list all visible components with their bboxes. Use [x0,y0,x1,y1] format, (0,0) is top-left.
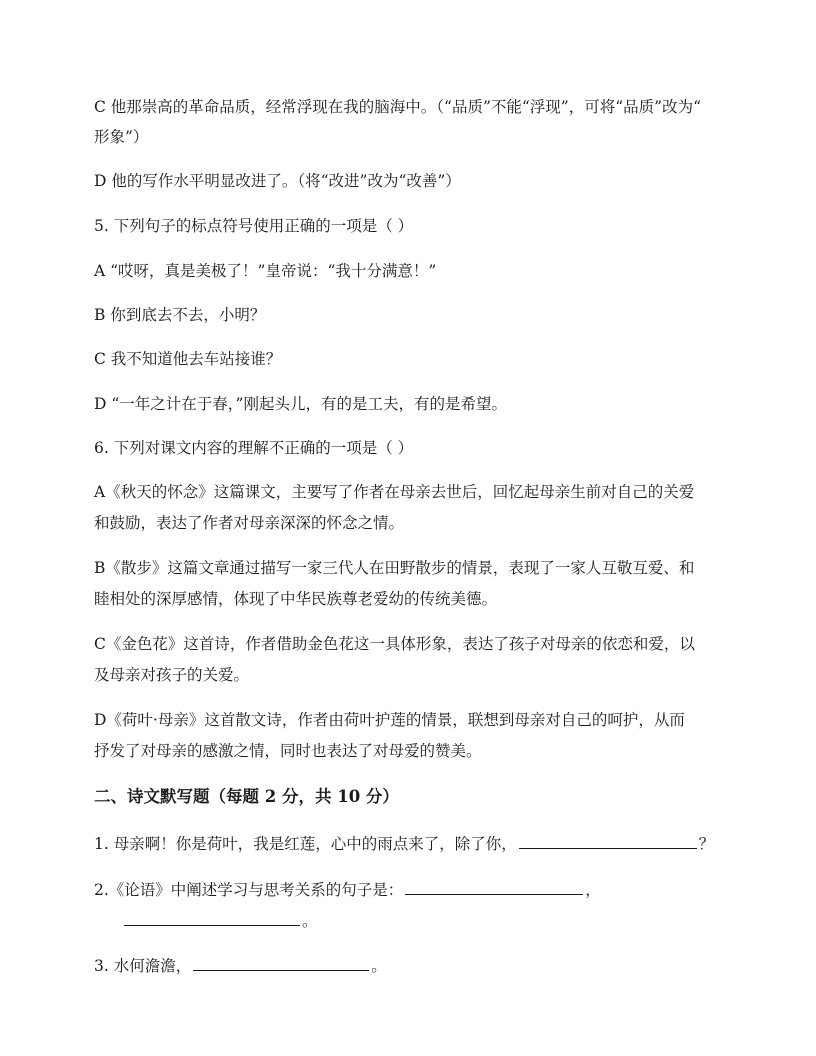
dictation-q2-blank-2[interactable] [124,907,300,926]
dictation-q1-blank[interactable] [519,830,697,849]
dictation-q2-blank-1[interactable] [405,876,583,895]
q6-option-a-line2: 和鼓励，表达了作者对母亲深深的怀念之情。 [94,514,405,532]
q5-option-b: B 你到底去不去，小明？ [94,306,266,324]
dictation-q2-end: 。 [302,912,318,930]
q6-option-d-line1: D《荷叶·母亲》这首散文诗，作者由荷叶护莲的情景，联想到母亲对自己的呵护，从而 [94,711,685,729]
q5-stem: 5. 下列句子的标点符号使用正确的一项是（ ） [94,217,414,235]
q5-option-c: C 我不知道他去车站接谁？ [94,350,282,368]
dictation-q1-text: 1. 母亲啊！你是荷叶，我是红莲，心中的雨点来了，除了你， [94,835,517,853]
dictation-q1 [94,829,714,859]
section2-scoring: （每题 2 分，共 10 分） [209,787,399,806]
dictation-q2-text: 2.《论语》中阐述学习与思考关系的句子是： [94,881,404,899]
dictation-q3-blank[interactable] [193,952,369,971]
section2-heading [94,782,399,812]
dictation-q2 [94,875,601,905]
q4-option-c-line1: C 他那崇高的革命品质，经常浮现在我的脑海中。（“品质”不能“浮现”，可将“品质”改为“ [94,98,702,116]
q5-option-a: A “哎呀，真是美极了！”皇帝说：“我十分满意！” [94,262,437,280]
q6-option-c-line2: 及母亲对孩子的关爱。 [94,666,250,684]
q4-option-d: D 他的写作水平明显改进了。（将“改进”改为“改善”） [94,172,461,190]
q6-option-c-line1: C《金色花》这首诗，作者借助金色花这一具体形象，表达了孩子对母亲的依恋和爱，以 [94,635,695,653]
dictation-q3 [94,951,387,981]
dictation-q1-end: ？ [698,835,715,853]
q6-option-b-line2: 睦相处的深厚感情，体现了中华民族尊老爱幼的传统美德。 [94,590,498,608]
q6-option-b-line1: B《散步》这篇文章通过描写一家三代人在田野散步的情景，表现了一家人互敬互爱、和 [94,559,695,577]
dictation-q2-mid: ， [585,881,601,899]
section2-title: 二、诗文默写题 [94,787,210,806]
q6-option-d-line2: 抒发了对母亲的感激之情，同时也表达了对母爱的赞美。 [94,742,482,760]
dictation-q3-end: 。 [371,957,387,975]
q6-option-a-line1: A《秋天的怀念》这篇课文，主要写了作者在母亲去世后，回忆起母亲生前对自己的关爱 [94,483,695,501]
q4-option-c-line2: 形象”） [94,128,149,146]
dictation-q3-text: 3. 水何澹澹， [94,957,192,975]
q5-option-d: D “一年之计在于春，”刚起头儿，有的是工夫，有的是希望。 [94,395,507,413]
dictation-q2-line2 [94,906,318,936]
q6-stem: 6. 下列对课文内容的理解不正确的一项是（ ） [94,439,414,457]
